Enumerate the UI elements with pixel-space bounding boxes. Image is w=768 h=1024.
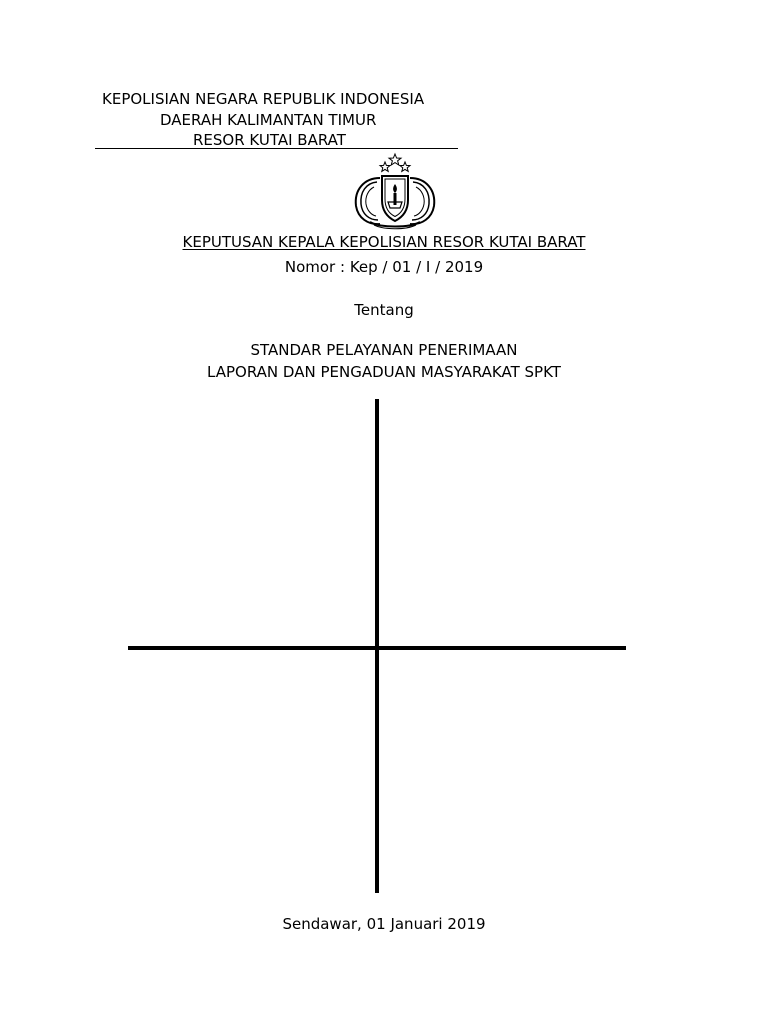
header-divider: [95, 148, 458, 149]
horizontal-divider-line: [128, 646, 626, 650]
place-and-date: Sendawar, 01 Januari 2019: [282, 915, 486, 933]
decree-number: Nomor : Kep / 01 / I / 2019: [284, 258, 484, 276]
header-line-1: KEPOLISIAN NEGARA REPUBLIK INDONESIA: [102, 90, 425, 108]
decree-title: KEPUTUSAN KEPALA KEPOLISIAN RESOR KUTAI BARAT: [182, 233, 586, 251]
police-emblem-icon: [350, 152, 440, 230]
decree-subject-line-1: STANDAR PELAYANAN PENERIMAAN: [250, 341, 518, 359]
about-label: Tentang: [354, 301, 414, 319]
header-line-2: DAERAH KALIMANTAN TIMUR: [160, 111, 377, 129]
header-line-3: RESOR KUTAI BARAT: [193, 131, 346, 149]
decree-subject-line-2: LAPORAN DAN PENGADUAN MASYARAKAT SPKT: [207, 363, 561, 381]
